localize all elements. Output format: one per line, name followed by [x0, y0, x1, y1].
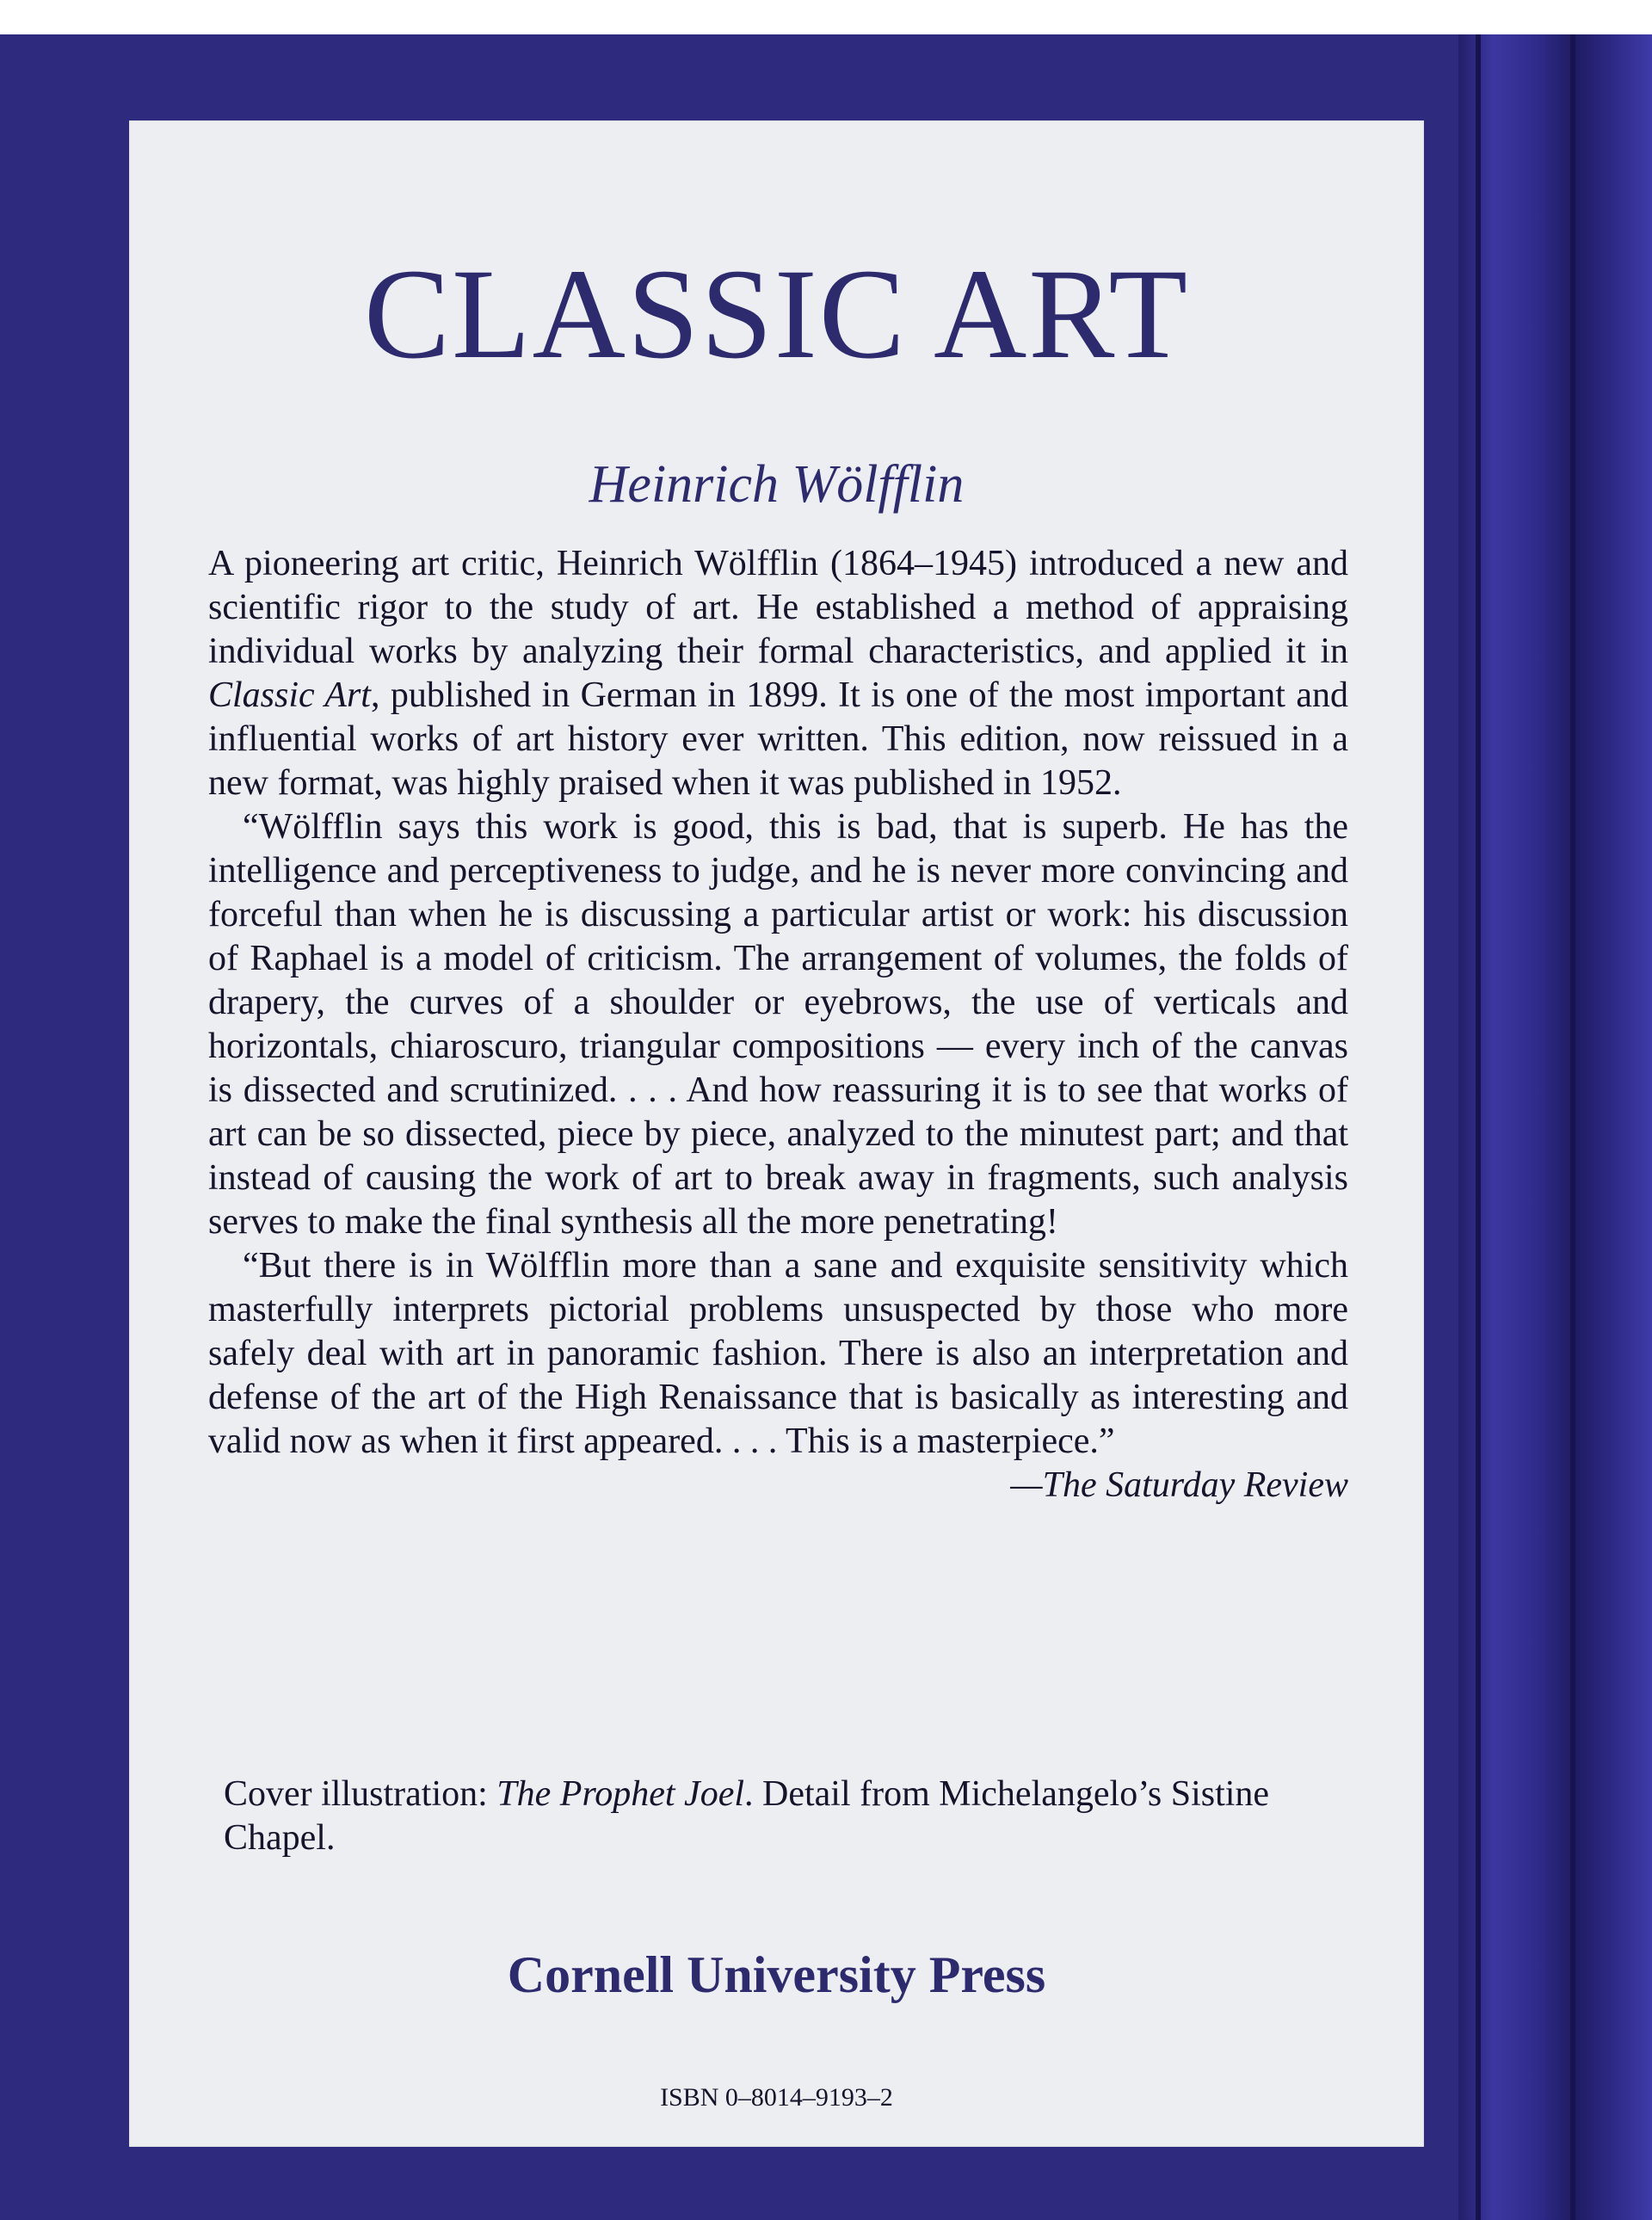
blurb-text-run: A pioneering art critic, Heinrich Wölfflin (1864–1945) introduced a new and scientific rigor to the study of art. He established a method of appraising individual works by analyzing their formal characteristics, and applied it in — [208, 544, 1348, 671]
cover-illustration-credit — [224, 1773, 1351, 1860]
book-author: Heinrich Wölfflin — [589, 455, 965, 514]
cover-panel — [129, 120, 1424, 2147]
spine-fold-line — [1570, 34, 1575, 2220]
credit-prefix: Cover illustration: — [224, 1774, 497, 1814]
blurb-text — [208, 542, 1348, 1508]
credit-suffix: . Detail from Michelangelo’s Sistine Chapel. — [224, 1774, 1270, 1858]
credit-work-title: The Prophet Joel — [496, 1774, 745, 1814]
review-attribution: —The Saturday Review — [1010, 1465, 1348, 1505]
blurb-text-run: , published in German in 1899. It is one of the most important and influential works of art history ever written. This edition, now reissued in a new format, was highly praised when it was published in 1952. — [208, 675, 1348, 803]
publisher-name: Cornell University Press — [507, 1946, 1046, 2003]
book-spine — [1458, 34, 1652, 2220]
book-title: CLASSIC ART — [363, 243, 1190, 385]
review-quote-paragraph: “But there is in Wölfflin more than a sane and exquisite sensitivity which masterfully interprets pictorial problems unsuspected by those who more safely deal with art in panoramic fashion. There is also an interpretation and defense of the art of the High Renaissance that is basically as interesting and valid now as when it first appeared. . . . This is a masterpiece.” — [208, 1246, 1348, 1461]
blurb-book-title: Classic Art — [208, 675, 371, 715]
book-back-cover — [0, 34, 1652, 2220]
blurb-paragraph — [208, 542, 1348, 805]
review-quote-paragraph: “Wölfflin says this work is good, this is bad, that is superb. He has the intelligence and perceptiveness to judge, and he is never more convincing and forceful than when he is discussing a particular artist or work: his discussion of Raphael is a model of criticism. The arrangement of volumes, the folds of drapery, the curves of a shoulder or eyebrows, the use of verticals and horizontals, chiaroscuro, triangular compositions — every inch of the canvas is dissected and scrutinized. . . . And how reassuring it is to see that works of art can be so dissected, piece by piece, analyzed to the minutest part; and that instead of causing the work of art to break away in fragments, such analysis serves to make the final synthesis all the more penetrating! — [208, 807, 1348, 1242]
isbn: ISBN 0–8014–9193–2 — [660, 2083, 893, 2112]
spine-edge-line — [1476, 34, 1481, 2220]
